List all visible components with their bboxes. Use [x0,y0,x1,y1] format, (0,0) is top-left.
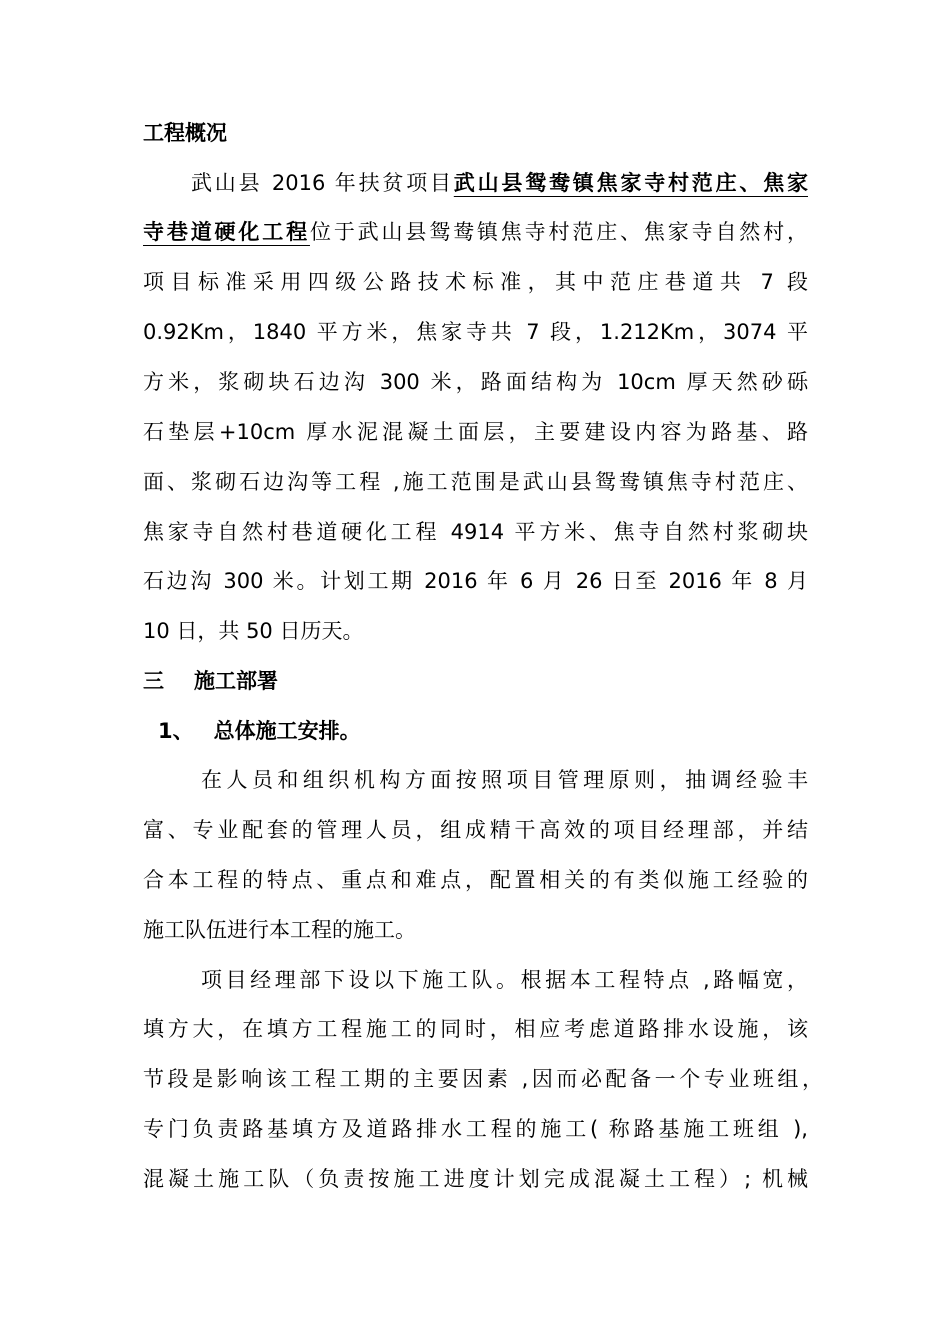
overview-para1-line2 [143,217,808,247]
section3-para1-line1: 在人员和组织机构方面按照项目管理原则，抽调经验丰 [201,768,808,792]
overview-para1-line3: 项目标准采用四级公路技术标准，其中范庄巷道共 7 段 [143,270,808,294]
project-year-text: 武山县 2016 年扶贫项目 [191,171,454,195]
section3-sub1-number: 1、 [158,719,194,743]
section3-para2-line2: 填方大，在填方工程施工的同时，相应考虑道路排水设施，该 [143,1017,808,1041]
section3-number: 三 [143,669,164,693]
section3-para2-line3: 节段是影响该工程工期的主要因素 ,因而必配备一个专业班组， [143,1067,823,1091]
overview-para1-line8: 焦家寺自然村巷道硬化工程 4914 平方米、焦寺自然村浆砌块 [143,520,808,544]
overview-para1-line9: 石边沟 300 米。计划工期 2016 年 6 月 26 日至 2016 年 8 月 [143,569,808,593]
overview-title: 工程概况 [143,121,227,145]
overview-para1-line6: 石垫层+10cm 厚水泥混凝土面层，主要建设内容为路基、路 [143,420,808,444]
project-location-text: 位于武山县鸳鸯镇焦寺村范庄、焦家寺自然村， [309,220,809,244]
section3-sub1-heading [158,716,361,746]
project-name-part2: 寺巷道硬化工程 [143,220,310,244]
section3-heading [143,666,278,696]
section3-para1-line2: 富、专业配套的管理人员，组成精干高效的项目经理部，并结 [143,818,808,842]
section3-para1-line3: 合本工程的特点、重点和难点，配置相关的有类似施工经验的 [143,868,808,892]
section3-para2-line1: 项目经理部下设以下施工队。根据本工程特点 ,路幅宽， [201,968,808,992]
overview-para1-line5: 方米，浆砌块石边沟 300 米，路面结构为 10cm 厚天然砂砾 [143,370,808,394]
project-name-part1: 武山县鸳鸯镇焦家寺村范庄、焦家 [453,171,808,195]
section3-sub1-title: 总体施工安排。 [213,719,361,743]
overview-para1-line10: 10 日，共 50 日历天。 [143,619,364,643]
section3-title: 施工部署 [194,669,278,693]
section3-para2-line5: 混凝土施工队（负责按施工进度计划完成混凝土工程）; 机械 [143,1167,808,1191]
section3-para2-line4: 专门负责路基填方及道路排水工程的施工( 称路基施工班组 ), [143,1117,808,1141]
section3-para1-line4: 施工队伍进行本工程的施工。 [143,918,416,942]
overview-para1-line1 [143,168,808,198]
overview-para1-line7: 面、浆砌石边沟等工程 ,施工范围是武山县鸳鸯镇焦寺村范庄、 [143,470,808,494]
overview-para1-line4: 0.92Km，1840 平方米，焦家寺共 7 段，1.212Km，3074 平 [143,320,808,344]
